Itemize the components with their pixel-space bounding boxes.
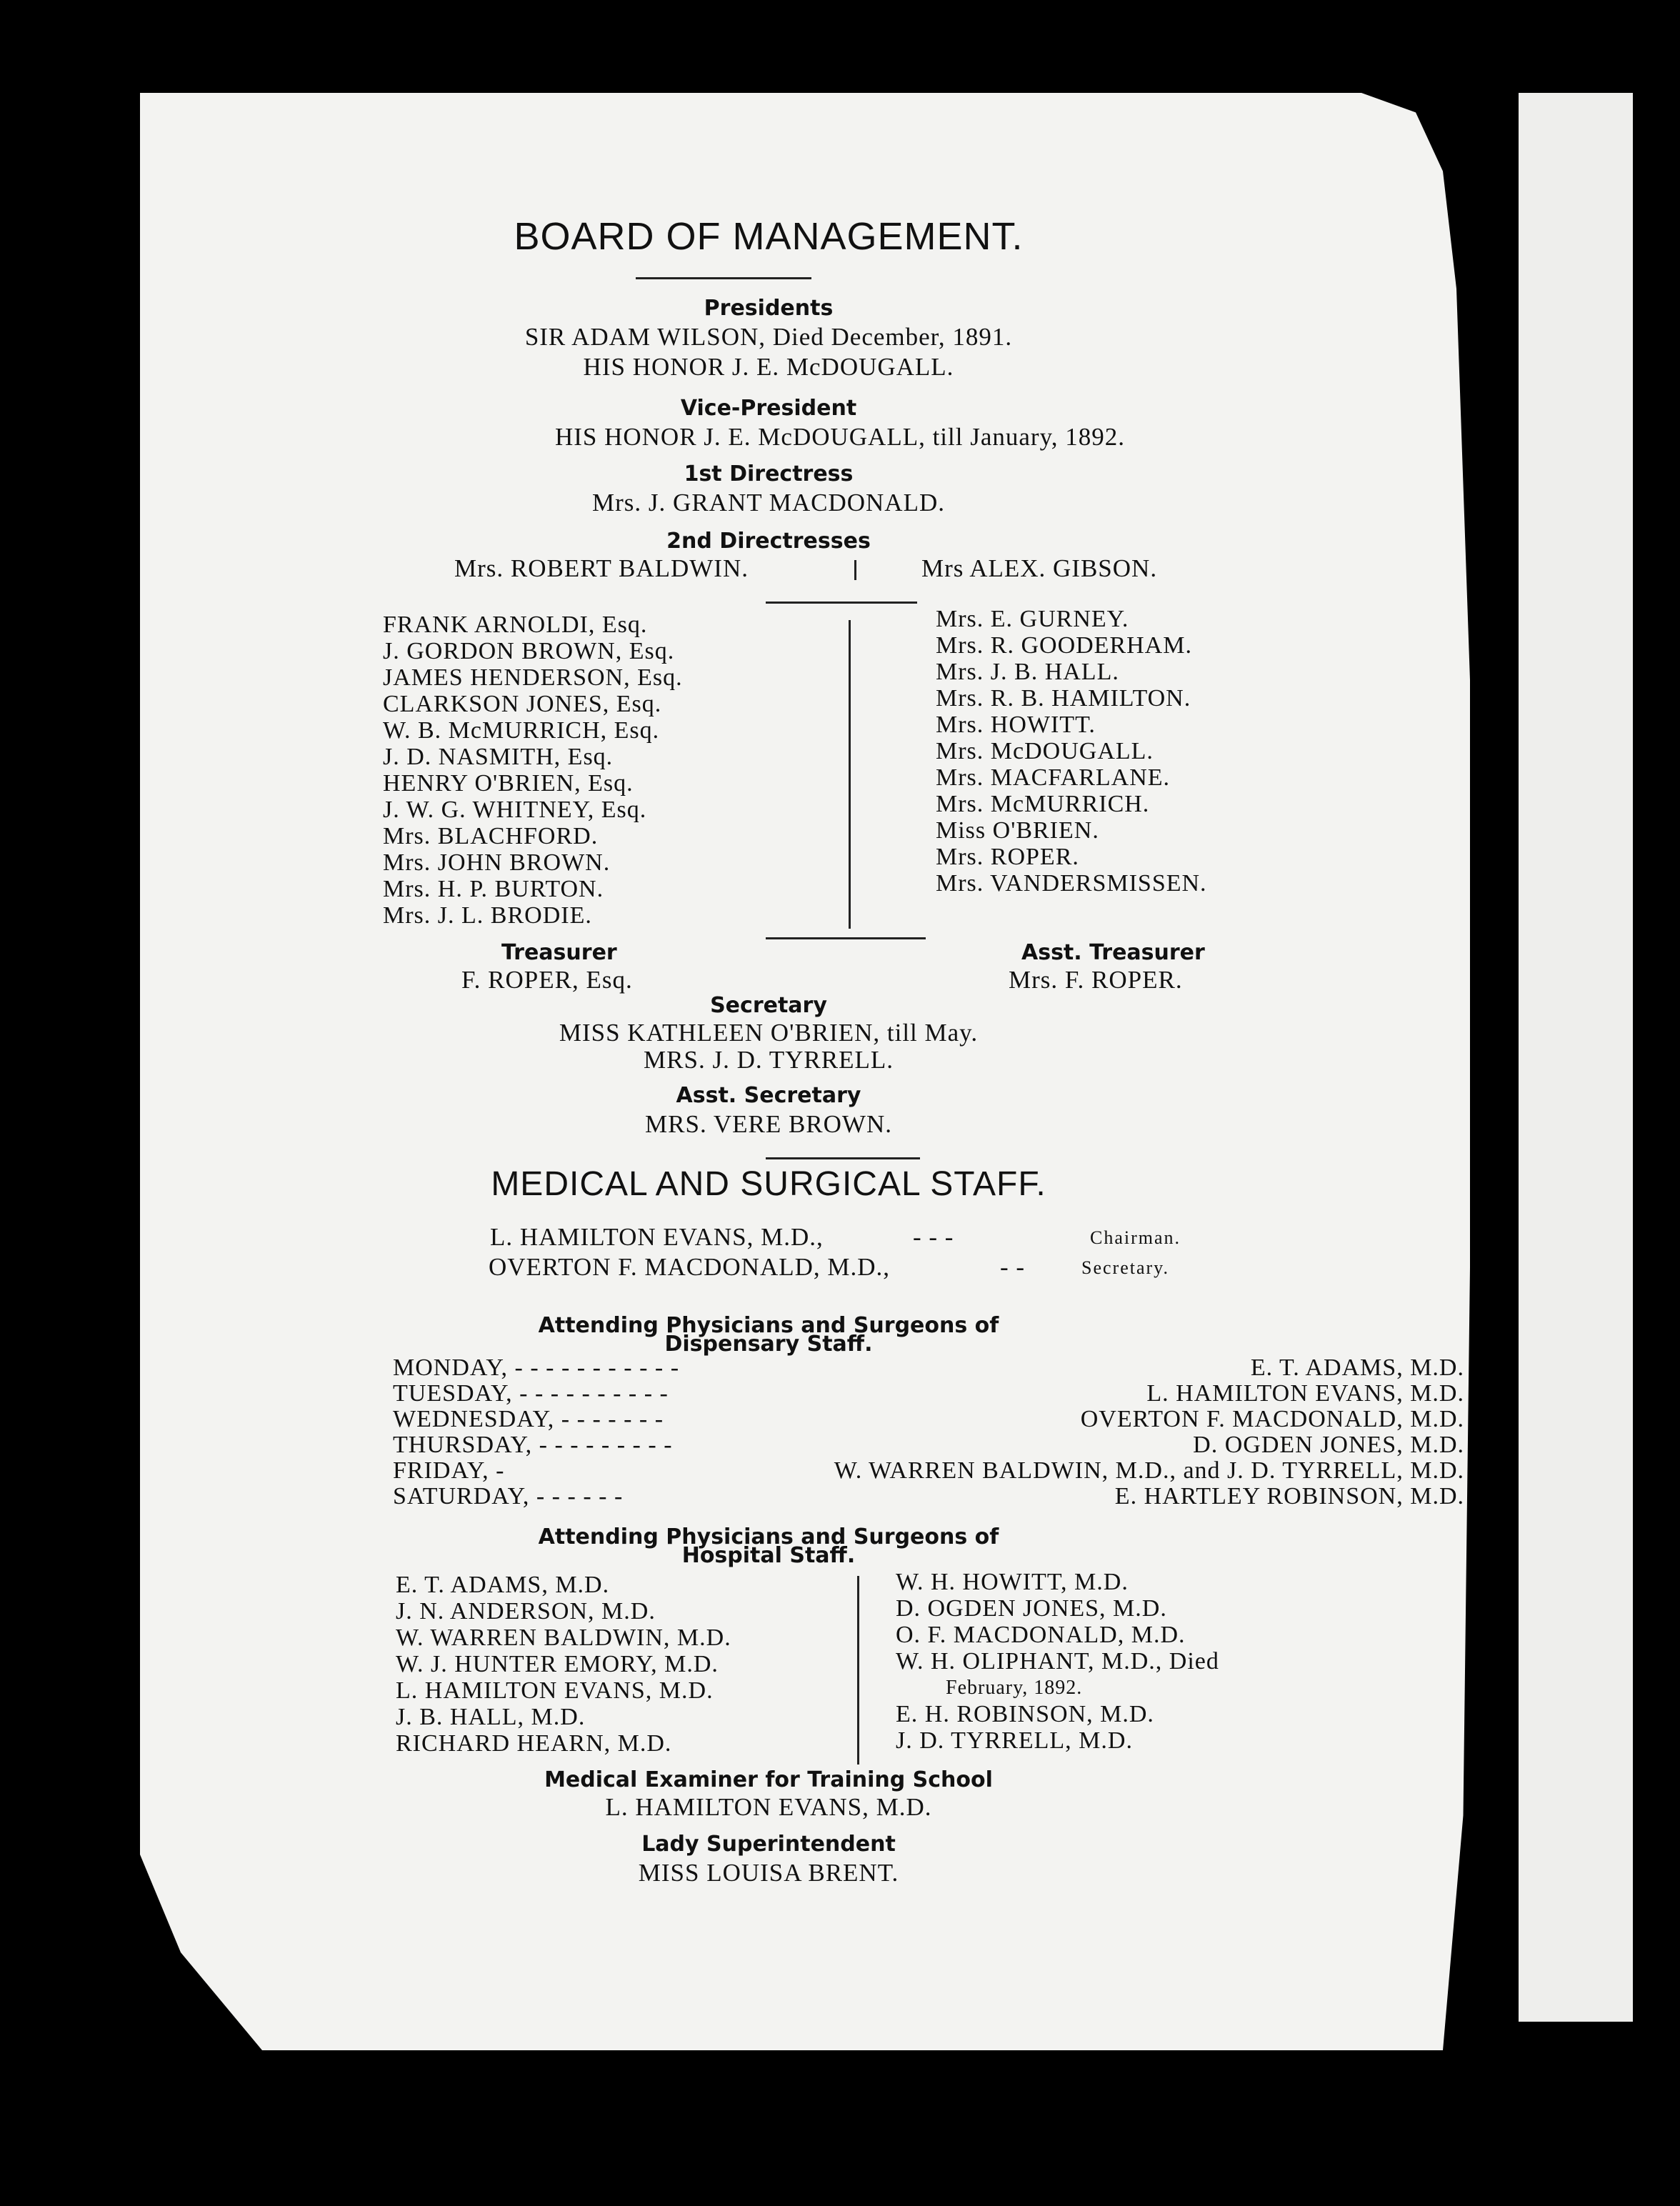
list-item: Mrs. MACFARLANE. <box>936 764 1171 791</box>
list-item: Mrs. BLACHFORD. <box>383 823 599 849</box>
members-right-list <box>936 606 1207 897</box>
hospital-left-list <box>396 1572 731 1757</box>
asst-treasurer-label: Asst. Treasurer <box>1021 940 1205 965</box>
column-divider <box>857 1576 859 1765</box>
list-item: W. B. McMURRICH, Esq. <box>383 717 660 744</box>
secretary-1: MISS KATHLEEN O'BRIEN, till May. <box>559 1019 979 1047</box>
list-item: HENRY O'BRIEN, Esq. <box>383 770 634 797</box>
list-item: Mrs. VANDERSMISSEN. <box>936 870 1207 897</box>
day: WEDNESDAY, - - - - - - - <box>393 1406 664 1432</box>
doctor: D. OGDEN JONES, M.D. <box>1193 1432 1464 1458</box>
vice-president-label: Vice-President <box>680 396 857 421</box>
list-item: W. J. HUNTER EMORY, M.D. <box>396 1651 719 1677</box>
list-item: J. W. G. WHITNEY, Esq. <box>383 797 647 823</box>
first-directress-label: 1st Directress <box>684 461 854 486</box>
list-item: RICHARD HEARN, M.D. <box>396 1730 672 1757</box>
list-item: JAMES HENDERSON, Esq. <box>383 664 683 691</box>
list-item: J. D. NASMITH, Esq. <box>383 744 614 770</box>
doctor: OVERTON F. MACDONALD, M.D. <box>1080 1406 1464 1432</box>
hospital-label-2: Hospital Staff. <box>681 1543 856 1568</box>
day: FRIDAY, - <box>393 1457 505 1484</box>
list-item: L. HAMILTON EVANS, M.D. <box>396 1677 714 1704</box>
hospital-right-list <box>896 1569 1219 1754</box>
asst-secretary: MRS. VERE BROWN. <box>645 1110 892 1138</box>
divider <box>854 560 856 580</box>
list-item: W. H. HOWITT, M.D. <box>896 1569 1129 1595</box>
list-item: E. H. ROBINSON, M.D. <box>896 1701 1154 1727</box>
vice-president: HIS HONOR J. E. McDOUGALL, till January, 1892. <box>554 423 1126 451</box>
president-2: HIS HONOR J. E. McDOUGALL. <box>583 353 954 381</box>
list-item: O. F. MACDONALD, M.D. <box>896 1622 1186 1648</box>
list-item: Mrs. McDOUGALL. <box>936 738 1154 764</box>
list-item: Mrs. J. B. HALL. <box>936 659 1119 685</box>
list-item: J. D. TYRRELL, M.D. <box>896 1727 1133 1754</box>
secretary-2: MRS. J. D. TYRRELL. <box>644 1046 894 1074</box>
superintendent: MISS LOUISA BRENT. <box>638 1859 899 1887</box>
list-item: Mrs. McMURRICH. <box>936 791 1150 817</box>
list-item: W. WARREN BALDWIN, M.D. <box>396 1624 731 1651</box>
list-item: FRANK ARNOLDI, Esq. <box>383 612 648 638</box>
column-divider <box>849 620 851 929</box>
day: TUESDAY, - - - - - - - - - - <box>393 1380 669 1407</box>
board-title: BOARD OF MANAGEMENT. <box>514 215 1024 258</box>
doctor: L. HAMILTON EVANS, M.D. <box>1146 1380 1464 1407</box>
secretary-name: OVERTON F. MACDONALD, M.D., <box>489 1253 891 1281</box>
asst-secretary-label: Asst. Secretary <box>676 1083 861 1108</box>
presidents-label: Presidents <box>704 296 834 321</box>
examiner: L. HAMILTON EVANS, M.D. <box>605 1793 932 1821</box>
day: MONDAY, - - - - - - - - - - - <box>393 1354 680 1381</box>
chairman-role: Chairman. <box>1090 1227 1181 1248</box>
hospital-label: Attending Physicians and Surgeons of <box>538 1524 999 1549</box>
list-item: Mrs. R. B. HAMILTON. <box>936 685 1191 712</box>
treasurer-label: Treasurer <box>501 940 617 965</box>
second-directresses-label: 2nd Directresses <box>666 529 871 554</box>
members-left-list <box>383 612 683 929</box>
list-item: CLARKSON JONES, Esq. <box>383 691 662 717</box>
divider <box>766 1157 920 1159</box>
divider <box>636 277 811 279</box>
treasurer: F. ROPER, Esq. <box>461 966 633 994</box>
list-item: E. T. ADAMS, M.D. <box>396 1572 610 1598</box>
superintendent-label: Lady Superintendent <box>641 1832 896 1857</box>
asst-treasurer: Mrs. F. ROPER. <box>1009 966 1183 994</box>
doctor: E. T. ADAMS, M.D. <box>1250 1354 1464 1381</box>
list-item: Miss O'BRIEN. <box>936 817 1099 844</box>
list-item: Mrs. R. GOODERHAM. <box>936 632 1192 659</box>
list-item: W. H. OLIPHANT, M.D., Died <box>896 1648 1219 1675</box>
adjacent-page-edge <box>1519 93 1633 2022</box>
doctor: W. WARREN BALDWIN, M.D., and J. D. TYRRELL, M.D. <box>834 1457 1464 1484</box>
dispensary-label: Attending Physicians and Surgeons of <box>538 1313 999 1338</box>
list-item: J. N. ANDERSON, M.D. <box>396 1598 656 1624</box>
staff-title: MEDICAL AND SURGICAL STAFF. <box>491 1165 1046 1203</box>
day: SATURDAY, - - - - - - <box>393 1483 624 1509</box>
document-content <box>140 93 1497 2050</box>
list-item: Mrs. ROPER. <box>936 844 1079 870</box>
chairman-dashes: - - - <box>913 1223 954 1251</box>
president-1: SIR ADAM WILSON, Died December, 1891. <box>524 323 1013 351</box>
list-item: Mrs. HOWITT. <box>936 712 1096 738</box>
list-item: J. B. HALL, M.D. <box>396 1704 586 1730</box>
secretary-role: Secretary. <box>1081 1257 1169 1278</box>
list-item: D. OGDEN JONES, M.D. <box>896 1595 1167 1622</box>
list-item: J. GORDON BROWN, Esq. <box>383 638 675 664</box>
list-item: February, 1892. <box>946 1677 1083 1699</box>
list-item: Mrs. H. P. BURTON. <box>383 876 604 902</box>
list-item: Mrs. E. GURNEY. <box>936 606 1129 632</box>
divider <box>766 937 926 939</box>
second-directress-left: Mrs. ROBERT BALDWIN. <box>454 554 749 582</box>
list-item: Mrs. JOHN BROWN. <box>383 849 611 876</box>
day: THURSDAY, - - - - - - - - - <box>393 1432 673 1458</box>
list-item: Mrs. J. L. BRODIE. <box>383 902 592 929</box>
doctor: E. HARTLEY ROBINSON, M.D. <box>1114 1483 1464 1509</box>
first-directress: Mrs. J. GRANT MACDONALD. <box>592 489 945 516</box>
secretary-dashes: - - <box>1000 1253 1026 1281</box>
examiner-label: Medical Examiner for Training School <box>544 1767 993 1792</box>
second-directress-right: Mrs ALEX. GIBSON. <box>921 554 1158 582</box>
dispensary-label-2: Dispensary Staff. <box>664 1332 873 1357</box>
chairman-name: L. HAMILTON EVANS, M.D., <box>490 1223 824 1251</box>
secretary-label: Secretary <box>710 993 827 1018</box>
divider <box>766 602 917 604</box>
